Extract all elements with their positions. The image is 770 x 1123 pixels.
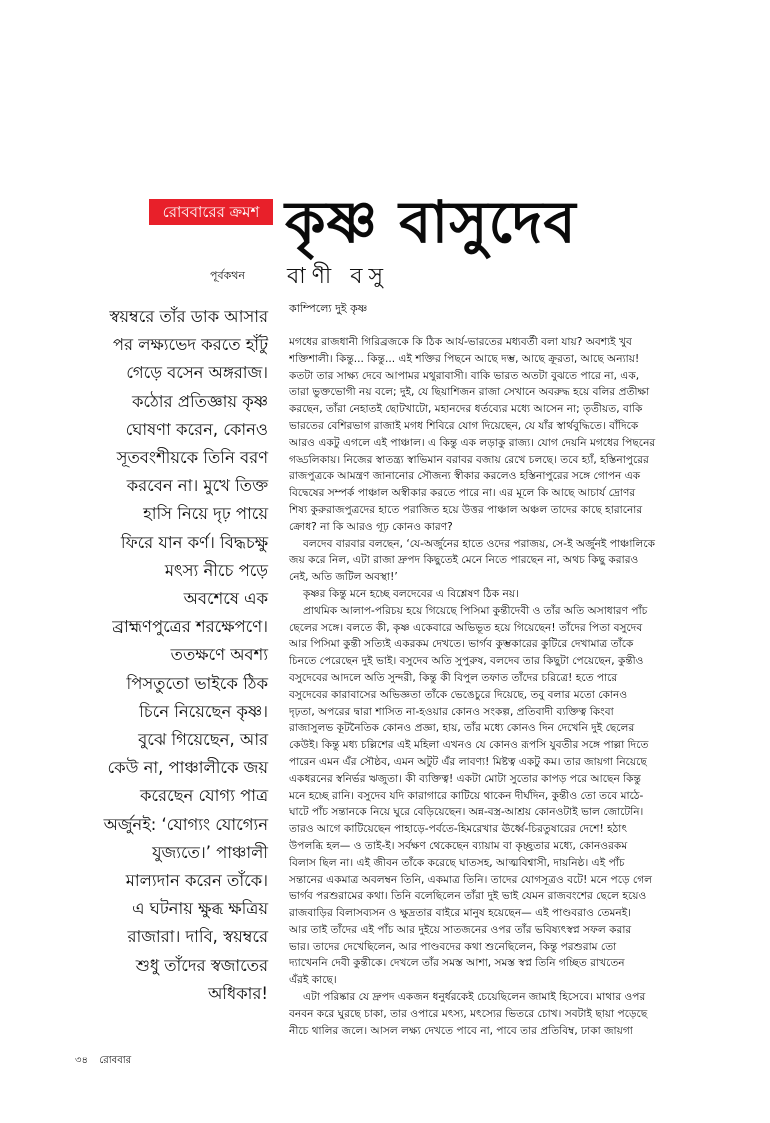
body-line: বলদেব বারবার বলছেন, ‘যে-অর্জুনের হাতে ওদের পরাজয়, সে-ই অর্জুনই পাঞ্চালিকে xyxy=(303,537,655,550)
body-line: চিনতে পেরেছেন দুই ভাই। বসুদেব অতি সুপুরুষ, বলদেব তার কিছুটা পেয়েছেন, কুন্তীও xyxy=(289,655,644,668)
body-line: উপলব্ধি হল— ও তাই-ই। সর্বক্ষণ থেকেছেন ব্যায়াম বা কৃচ্ছ্রতার মধ্যে, কোনওরকম xyxy=(289,839,628,852)
body-line: ভার। তাদের দেখেছিলেন, আর পাণ্ডবদের কথা শুনেছিলেন, কিন্তু পরশুরাম তো xyxy=(289,940,617,953)
body-line: শক্তিশালী। কিন্তু... কিন্তু... এই শক্তির পিছনে আছে দম্ভ, আছে ক্রূরতা, আছে অন্যায়! xyxy=(289,352,640,365)
summary-line: এ ঘটনায় ক্ষুব্ধ ক্ষত্রিয় xyxy=(131,899,268,919)
author-name: বাণী বসু xyxy=(287,264,389,289)
body-line: তারও আগে কাটিয়েছেন পাহাড়ে-পর্বতে-হিমরেখার ঊর্ধ্বে-চিরতুষারের দেশে! হঠাৎ xyxy=(289,823,628,836)
body-line: করছেন, তাঁরা নেহাতই ছোটখাটো, মহানদের ধর্তব্যের মধ্যে আসেন না; তৃতীয়ত, বাকি xyxy=(289,403,643,416)
body-line: কৃষ্ণর কিন্তু মনে হচ্ছে বলদেবের এ বিশ্লেষণ ঠিক নয়। xyxy=(303,587,519,600)
summary-line: করবেন না। মুখে তিক্ত xyxy=(126,476,268,496)
body-line: নেই, অতি জটিল অবস্থা!’ xyxy=(289,571,398,584)
body-line: দ্যাখেননি দেবী কুন্তীকে। দেখলে তাঁর সমস্ত আশা, সমস্ত স্বপ্ন তিনি গচ্ছিত রাখতেন xyxy=(289,957,625,970)
previous-label: পূর্বকথন xyxy=(210,269,245,282)
summary-line: গেড়ে বসেন অঙ্গরাজ। xyxy=(126,363,268,383)
summary-line: অবশেষে এক xyxy=(183,589,268,609)
body-line: আরও একটু এগলে এই পাঞ্চাল। এ কিন্তু এক লড়াকু রাজ্য। যোগ দেয়নি মগধের পিছনের xyxy=(289,436,656,449)
summary-line: মৎস্য নীচে পড়ে xyxy=(164,560,268,580)
summary-line: সূতবংশীয়কে তিনি বরণ xyxy=(116,448,268,468)
body-line: বিদ্বেষের সম্পর্ক পাঞ্চাল অস্বীকার করতে পারে না। এর মূলে কি আছে আচার্য দ্রোণর xyxy=(289,487,636,500)
publication-name: রোববার xyxy=(99,1055,132,1066)
summary-line: কেউ না, পাঞ্চালীকে জয় xyxy=(107,758,268,778)
body-line: নীচে থালির জলে। আসল লক্ষ্য দেখতে পাবে না, পাবে তার প্রতিবিম্ব, ঢাকা জায়গা xyxy=(289,1024,633,1037)
summary-line: স্বয়ম্বরে তাঁর ডাক আসার xyxy=(109,307,268,326)
summary-line: চিনে নিয়েছেন কৃষ্ণ। xyxy=(139,701,268,721)
body-line: বনবন করে ঘুরছে চাকা, তার ওপারে মৎস্য, মৎস্যের ভিতরে চোখ। সবটাই ছায়া পড়েছে xyxy=(289,1007,648,1020)
body-line: পারেন এমন এঁর সৌষ্ঠব, এমন অটুট এঁর লাবণ্য! মিষ্টত্ব একটু কম। তার জায়গা নিয়েছে xyxy=(289,755,647,768)
body-line: কতটা তার সাক্ষ্য দেবে আপামর মথুরাবাসী। বাকি ভারত অতটা বুঝতে পারে না, এক, xyxy=(289,369,640,382)
page-number: ৩৪ xyxy=(75,1055,88,1066)
summary-line: পর লক্ষ্যভেদ করতে হাঁটু xyxy=(112,335,268,355)
body-line: এটা পরিষ্কার যে দ্রুপদ একজন ধনুর্ধরকেই চেয়েছিলেন জামাই হিসেবে। মাথার ওপর xyxy=(303,991,646,1004)
summary-line: পিসতুতো ভাইকে ঠিক xyxy=(126,673,268,693)
summary-line: বুঝে গিয়েছেন, আর xyxy=(138,730,268,750)
summary-line: ঘোষণা করেন, কোনও xyxy=(125,419,268,439)
body-line: বসুদেবের কারাবাসের অভিজ্ঞতা তাঁকে ভেঙেচুরে দিয়েছে, তবু বলার মতো কোনও xyxy=(289,688,628,701)
body-line: ভার্গব পরশুরামের কথা। তিনি বলেছিলেন তাঁরা দুই ভাই যেমন রাজবংশের ছেলে হয়েও xyxy=(289,890,647,903)
summary-line: ফিরে যান কর্ণ। বিদ্ধচক্ষু xyxy=(120,532,268,552)
body-line: রাজপুত্রকে আমন্ত্রণ জানানোর সৌজন্য স্বীকার করলেও হস্তিনাপুরের সঙ্গে গোপন এক xyxy=(289,470,641,483)
article-body xyxy=(289,334,744,1039)
body-line: তারা ভুক্তভোগী নয় বলে; দুই, যে ছিয়াশিজন রাজা সেখানে অবরুদ্ধ হয়ে বলির প্রতীক্ষা xyxy=(289,386,650,399)
body-line: জয় করে নিল, এটা রাজা দ্রুপদ কিছুতেই মেনে নিতে পারছেন না, অথচ কিছু করারও xyxy=(289,554,639,567)
summary-column xyxy=(10,303,268,1008)
summary-line: অধিকার! xyxy=(208,983,268,1003)
series-tag: রোববারের ক্রমশ xyxy=(149,199,273,225)
body-line: দৃঢ়তা, অপরের দ্বারা শাসিত না-হওয়ার কোনও সংকল্প, প্রতিবাদী ব্যক্তিত্ব কিংবা xyxy=(289,705,614,718)
summary-line: রাজারা। দাবি, স্বয়ম্বরে xyxy=(127,927,268,947)
body-line: সন্তানের একমাত্র অবলম্বন তিনি, একমাত্র তিনি। তাদের যোগসূত্রও বটে! মনে পড়ে গেল xyxy=(289,873,653,886)
page-footer xyxy=(75,1053,139,1070)
body-line: বসুদেবের আদলে অতি সুন্দরী, কিন্তু কী বিপুল তফাত তাঁদের চরিত্রে! হতে পারে xyxy=(289,671,618,684)
section-subheading: কাম্পিল্যে দুই কৃষ্ণ xyxy=(289,302,368,315)
body-line: কেউই। কিন্তু মধ্য চল্লিশের এই মহিলা এখনও যে কোনও রূপসি যুবতীর সঙ্গে পাল্লা দিতে xyxy=(289,739,649,752)
body-line: রাজবাড়ির বিলাসব্যসন ও ক্ষুদ্রতার বাইরে মানুষ হয়েছেন— এই পাণ্ডবরাও তেমনই। xyxy=(289,907,632,920)
summary-line: ততক্ষণে অবশ্য xyxy=(170,645,268,665)
body-line: এঁরই কাছে। xyxy=(289,974,337,987)
body-line: রাজাসুলভ কূটনৈতিক কোনও প্রজ্ঞা, হায়, তাঁর মধ্যে কোনও দিন দেখেনি দুই ছেলের xyxy=(289,722,635,735)
body-line: ভারতের বেশিরভাগ রাজাই মগধ শিবিরে যোগ দিয়েছেন, যে যাঁর স্বার্থবুদ্ধিতে। বাঁদিকে xyxy=(289,419,639,432)
summary-line: অর্জুনই: ‘যোগ্যং যোগ্যেন xyxy=(103,814,268,834)
summary-line: কঠোর প্রতিজ্ঞায় কৃষ্ণ xyxy=(131,391,268,411)
body-line: ঘাটে পাঁচ সন্তানকে নিয়ে ঘুরে বেড়িয়েছেন। অন্ন-বস্ত্র-আশ্রয় কোনওটাই ভাল জোটেনি। xyxy=(289,806,644,819)
body-line: একধরনের স্বনির্ভর ঋজুতা। কী ব্যক্তিত্ব! একটা মোটা সুতোর কাপড় পরে আছেন কিন্তু xyxy=(289,772,641,785)
body-line: মগধের রাজধানী গিরিব্রজকে কি ঠিক আর্য-ভারতের মধ্যবর্তী বলা যায়? অবশ্যই খুব xyxy=(289,336,632,348)
body-line: গড্ডলিকায়। নিজের স্বাতন্ত্র্য স্বাভিমান বরাবর বজায় রেখে চলছে। তবে হ্যাঁ, হস্তিনাপুরের xyxy=(289,453,649,466)
body-line: প্রাথমিক আলাপ-পরিচয় হয়ে গিয়েছে পিসিমা কুন্তীদেবী ও তাঁর অতি অসাধারণ পাঁচ xyxy=(303,604,648,617)
body-line: বিলাস ছিল না। এই জীবন তাঁকে করেছে ঘাতসহ, আত্মবিশ্বাসী, দায়নিষ্ঠ। এই পাঁচ xyxy=(289,856,625,869)
body-line: মনে হচ্ছে রানি। বসুদেব যদি কারাগারে কাটিয়ে থাকেন দীর্ঘদিন, কুন্তীও তো তবে মাঠে- xyxy=(289,789,644,802)
article-title: কৃষ্ণ বাসুদেব xyxy=(285,188,577,256)
summary-line: হাসি নিয়ে দৃঢ় পায়ে xyxy=(143,504,268,524)
body-line: আর পিসিমা কুন্তী সত্যিই একরকম দেখতে। ভার্গব কুম্ভকারের কুটিরে দেখামাত্র তাঁকে xyxy=(289,638,634,651)
body-line: ছেলের সঙ্গে। বলতে কী, কৃষ্ণ একেবারে অভিভূত হয়ে গিয়েছেন! তাঁদের পিতা বসুদেব xyxy=(289,621,643,634)
summary-line: ব্রাহ্মণপুত্রের শরক্ষেপণে। xyxy=(112,617,268,637)
body-line: আর তাই তাঁদের এই পাঁচ আর দুইয়ে সাতজনের ওপর তাঁর ভবিষ্যৎস্বপ্ন সফল করার xyxy=(289,923,632,936)
summary-line: শুধু তাঁদের স্বজাতের xyxy=(135,955,268,975)
summary-line: যুজ্যতে।’ পাঞ্চালী xyxy=(152,842,268,862)
body-line: ক্রোধ? না কি আরও গূঢ় কোনও কারণ? xyxy=(289,520,453,533)
summary-line: করেছেন যোগ্য পাত্র xyxy=(139,786,268,806)
summary-line: মাল্যদান করেন তাঁকে। xyxy=(125,871,268,891)
body-line: শিষ্য কুরুরাজপুত্রদের হাতে পরাজিত হয়ে উত্তর পাঞ্চাল অঞ্চল তাদের কাছে হারানোর xyxy=(289,503,643,516)
